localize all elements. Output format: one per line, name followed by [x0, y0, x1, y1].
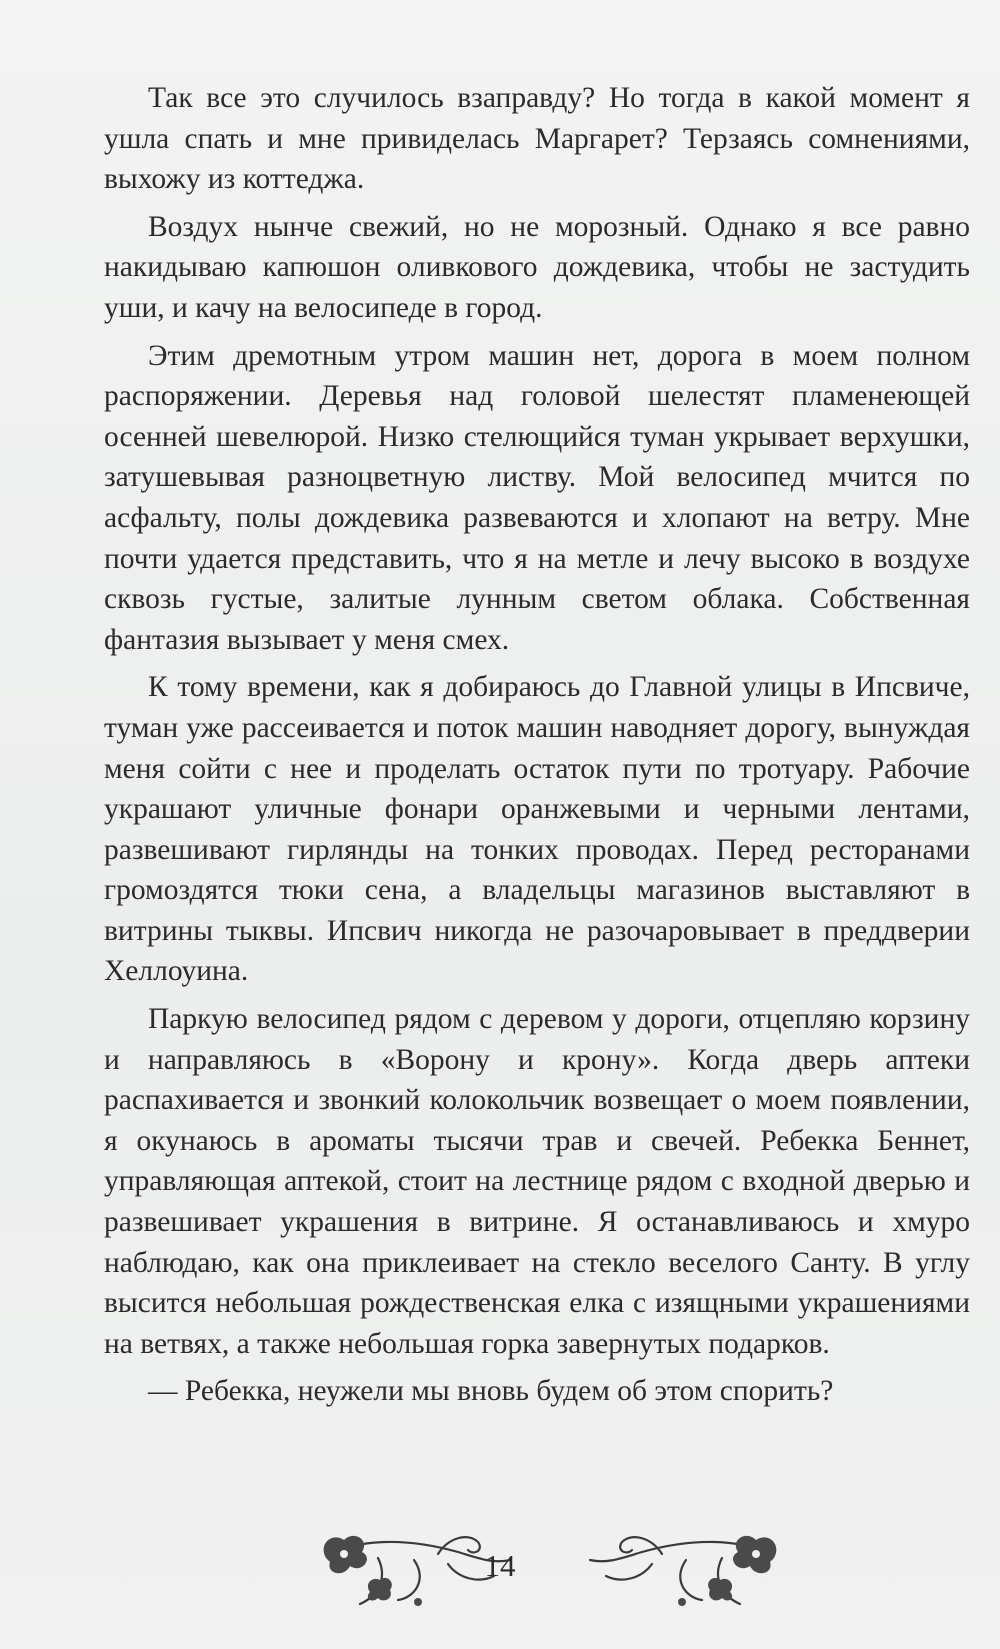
page-number: 14	[484, 1548, 516, 1583]
paragraph: Паркую велосипед рядом с деревом у дороги, отцепляю корзину и направляюсь в «Ворону и крону». Когда дверь аптеки распахивается и звонкий колокольчик возвещает о моем появлении, я окунаюсь в ароматы тысячи трав и свечей. Ребекка Беннет, управляющая аптекой, стоит на лестнице рядом с входной дверью и развешивает украшения в витрине. Я останавливаюсь и хмуро наблюдаю, как она приклеивает на стекло веселого Санту. В углу высится небольшая рождественская елка с изящными украшениями на ветвях, а также небольшая горка завернутых подарков.	[104, 1003, 970, 1360]
dialogue-line: — Ребекка, неужели мы вновь будем об этом спорить?	[148, 1375, 834, 1408]
body-text	[104, 78, 970, 1419]
paragraph: Этим дремотным утром машин нет, дорога в моем полном распоряжении. Деревья над головой шелестят пламенеющей осенней шевелюрой. Низко стелющийся туман укрывает верхушки, затушевывая разноцветную листву. Мой велосипед мчится по асфальту, полы дождевика развеваются и хлопают на ветру. Мне почти удается представить, что я на метле и лечу высоко в воздухе сквозь густые, залитые лунным светом облака. Собственная фантазия вызывает у меня смех.	[104, 339, 970, 656]
page-footer	[0, 1518, 1000, 1628]
paragraph: К тому времени, как я добираюсь до Главной улицы в Ипсвиче, туман уже рассеивается и поток машин наводняет дорогу, вынуждая меня сойти с нее и проделать остаток пути по тротуару. Рабочие украшают уличные фонари оранжевыми и черными лентами, развешивают гирлянды на тонких проводах. Перед ресторанами громоздятся тюки сена, а владельцы магазинов выставляют в витрины тыквы. Ипсвич никогда не разочаровывает в преддверии Хеллоуина.	[104, 671, 970, 988]
paragraph: Воздух нынче свежий, но не морозный. Однако я все равно накидываю капюшон оливкового дождевика, чтобы не застудить уши, и качу на велосипеде в город.	[104, 210, 970, 324]
floral-flourish-icon	[582, 1518, 782, 1618]
paragraph: Так все это случилось взаправду? Но тогда в какой момент я ушла спать и мне привиделась Маргарет? Терзаясь сомнениями, выхожу из коттеджа.	[104, 82, 970, 196]
